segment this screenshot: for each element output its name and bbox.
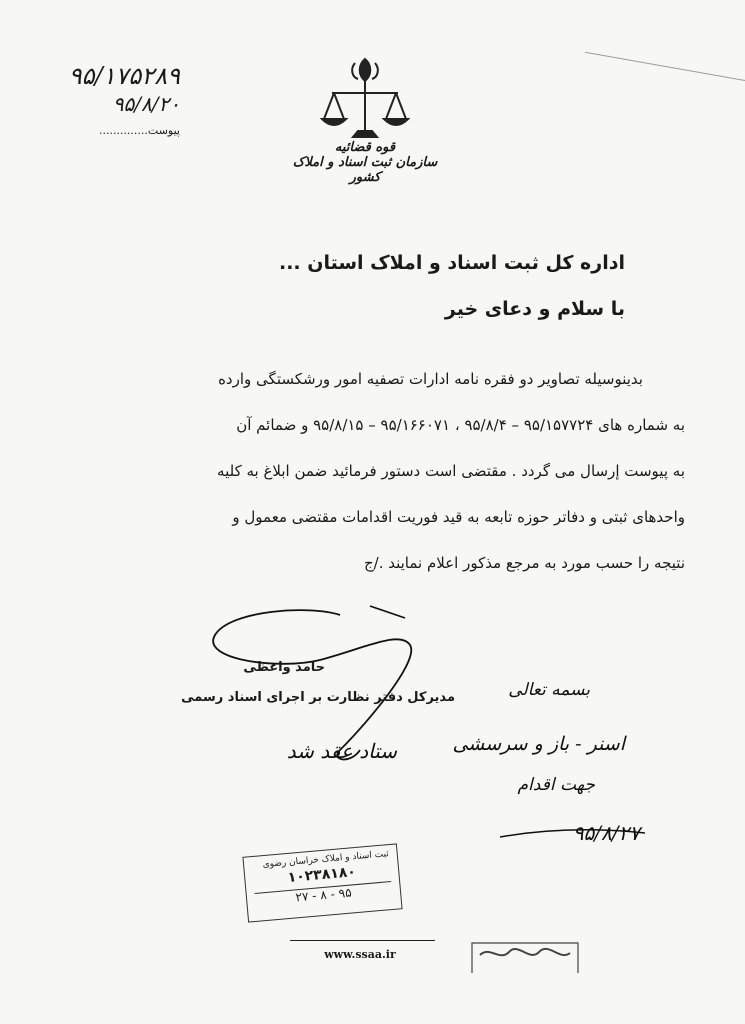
page-fold-mark (585, 0, 745, 81)
signatory-title: مدیرکل دفتر نظارت بر اجرای اسناد رسمی (181, 690, 455, 705)
marginal-handwritten-note (450, 665, 650, 855)
letter-greeting: با سلام و دعای خیر (444, 298, 625, 320)
margin-line: بسمه تعالی (508, 680, 590, 700)
body-line: واحدهای ثبتی و دفاتر حوزه تابعه به قید فوریت اقدامات مقتضی معمول و (232, 508, 685, 526)
organization-name (290, 140, 440, 185)
footer-url: www.ssaa.ir (324, 948, 396, 961)
body-line: بدینوسیله تصاویر دو فقره نامه ادارات تصفیه امور ورشکستگی وارده (218, 370, 643, 388)
registry-org-label: سازمان ثبت اسناد و املاک کشور (292, 155, 438, 185)
margin-line: جهت اقدام (517, 775, 595, 795)
letter-addressee: اداره کل ثبت اسناد و املاک استان ... (278, 252, 625, 274)
scales-of-justice-emblem-icon (320, 55, 410, 150)
stamp-date: ۹۵ - ۸ - ۲۷ (255, 881, 393, 908)
judiciary-label: قوه قضائیه (334, 140, 396, 155)
letter-body (60, 356, 685, 586)
handwritten-note-signature (232, 730, 402, 770)
reference-block (40, 62, 180, 137)
partial-seal-stamp (470, 935, 580, 975)
footer-divider (290, 940, 435, 941)
stamp-number: ۱۰۲۳۸۱۸۰ (287, 864, 357, 886)
body-line: به پیوست إرسال می گردد . مقتضی است دستور فرمائید ضمن ابلاغ به کلیه (217, 462, 685, 480)
signatory-name: حامد واعظی (243, 660, 325, 675)
margin-line: اسنر - باز و سرسشی (452, 733, 625, 755)
stamp-org: ثبت اسناد و املاک خراسان رضوی (262, 849, 390, 871)
receipt-stamp (242, 843, 402, 922)
reference-number: ۹۵/۱۷۵۲۸۹ (68, 62, 180, 90)
body-line: نتیجه را حسب مورد به مرجع مذکور اعلام نمایند ./ج (363, 554, 685, 572)
reference-date: ۹۵/۸/۲۰ (112, 92, 180, 116)
handwritten-note-text: ستاد عقد شد (286, 739, 397, 763)
margin-date: ۹۵/۸/۲۷ (572, 821, 640, 845)
body-line: به شماره های ۹۵/۱۵۷۷۲۴ – ۹۵/۸/۴ ، ۹۵/۱۶۶۰۷۱ – ۹۵/۸/۱۵ و ضمائم آن (236, 416, 685, 434)
attachment-label: پیوست.............. (98, 124, 180, 137)
